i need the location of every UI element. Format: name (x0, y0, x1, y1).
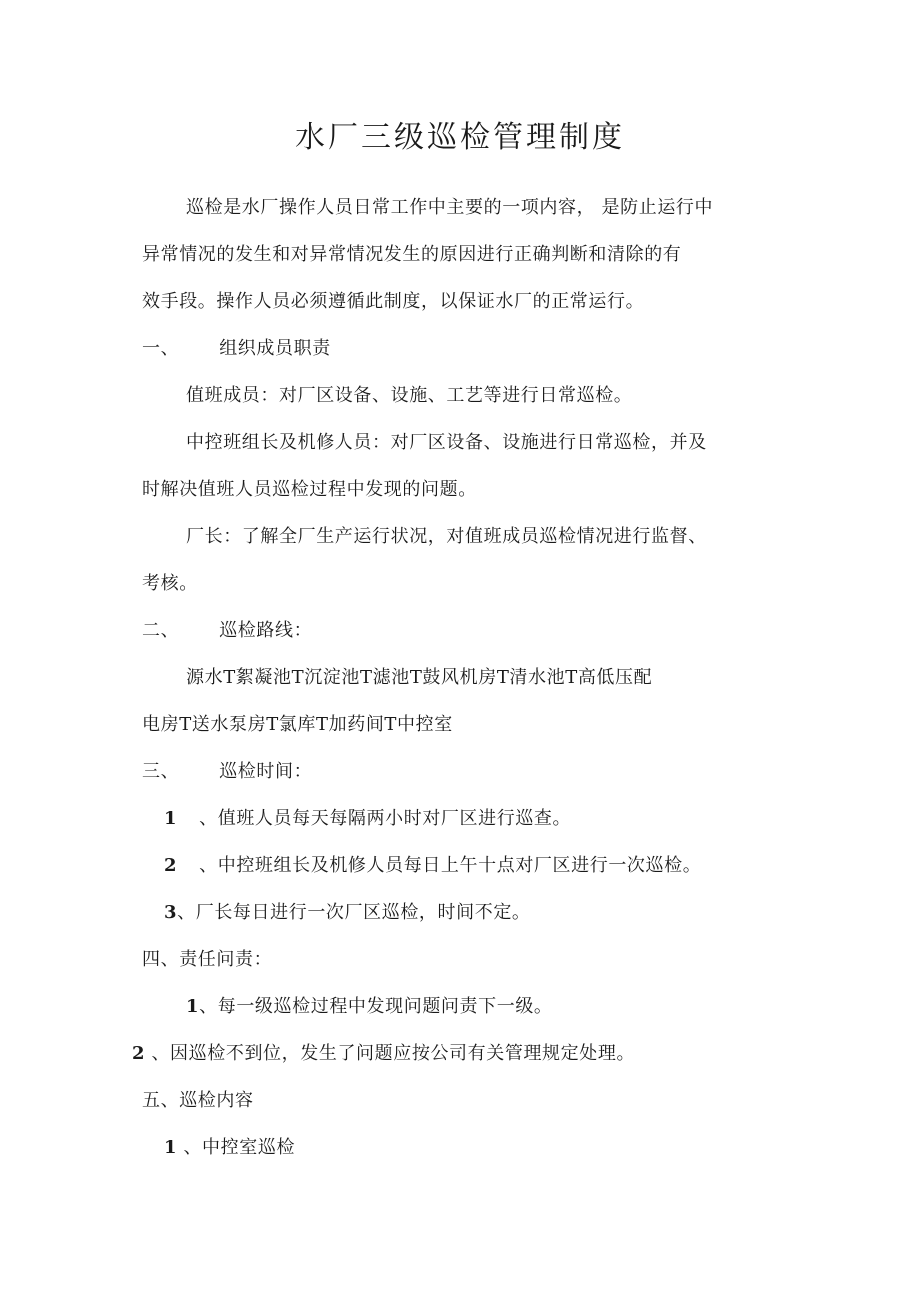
document-title: 水厂三级巡检管理制度 (295, 120, 625, 155)
intro-line-3: 效手段。操作人员必须遵循此制度，以保证水厂的正常运行。 (142, 291, 645, 312)
section-3-item-2 (164, 853, 701, 879)
section-4-heading: 四、责任问责： (142, 949, 273, 970)
route-line-1: 源水T絮凝池T沉淀池T滤池T鼓风机房T清水池T高低压配 (186, 667, 653, 688)
section-5-heading: 五、巡检内容 (142, 1090, 254, 1111)
section-3-title: 巡检时间： (219, 761, 313, 782)
item-number: 1 (164, 808, 178, 829)
section-4-item-2 (132, 1041, 635, 1067)
item-text: 、每一级巡检过程中发现问题问责下一级。 (199, 996, 553, 1017)
route-line-2: 电房T送水泵房T氯库T加药间T中控室 (142, 714, 453, 735)
intro-line-2: 异常情况的发生和对异常情况发生的原因进行正确判断和清除的有 (142, 244, 682, 265)
section-1-item-3-cont: 考核。 (142, 573, 198, 594)
intro-line-1: 巡检是水厂操作人员日常工作中主要的一项内容， 是防止运行中 (186, 197, 714, 218)
section-5-item-1 (164, 1135, 295, 1161)
item-number: 1 (164, 1137, 178, 1158)
item-text: 、因巡检不到位，发生了问题应按公司有关管理规定处理。 (145, 1043, 636, 1064)
item-text: 、中控班组长及机修人员每日上午十点对厂区进行一次巡检。 (199, 855, 702, 876)
section-1-title: 组织成员职责 (219, 338, 331, 359)
section-1-marker: 一、 (142, 338, 180, 359)
section-2-title: 巡检路线： (219, 620, 313, 641)
section-1-item-3: 厂长：了解全厂生产运行状况，对值班成员巡检情况进行监督、 (186, 526, 707, 547)
section-1-heading (142, 336, 331, 362)
item-number: 2 (132, 1043, 146, 1064)
item-number: 3 (164, 902, 178, 923)
section-3-item-3 (164, 900, 531, 926)
section-1-item-2: 中控班组长及机修人员：对厂区设备、设施进行日常巡检，并及 (186, 432, 707, 453)
item-number: 2 (164, 855, 178, 876)
section-1-item-1: 值班成员：对厂区设备、设施、工艺等进行日常巡检。 (186, 385, 633, 406)
item-text: 、值班人员每天每隔两小时对厂区进行巡查。 (199, 808, 572, 829)
section-3-item-1 (164, 806, 571, 832)
section-2-heading (142, 618, 312, 644)
section-1-item-2-cont: 时解决值班人员巡检过程中发现的问题。 (142, 479, 477, 500)
section-3-heading (142, 759, 312, 785)
section-2-marker: 二、 (142, 620, 180, 641)
item-number: 1 (186, 996, 200, 1017)
item-text: 、中控室巡检 (177, 1137, 296, 1158)
section-4-item-1 (186, 994, 553, 1020)
section-3-marker: 三、 (142, 761, 180, 782)
item-text: 、厂长每日进行一次厂区巡检，时间不定。 (177, 902, 531, 923)
